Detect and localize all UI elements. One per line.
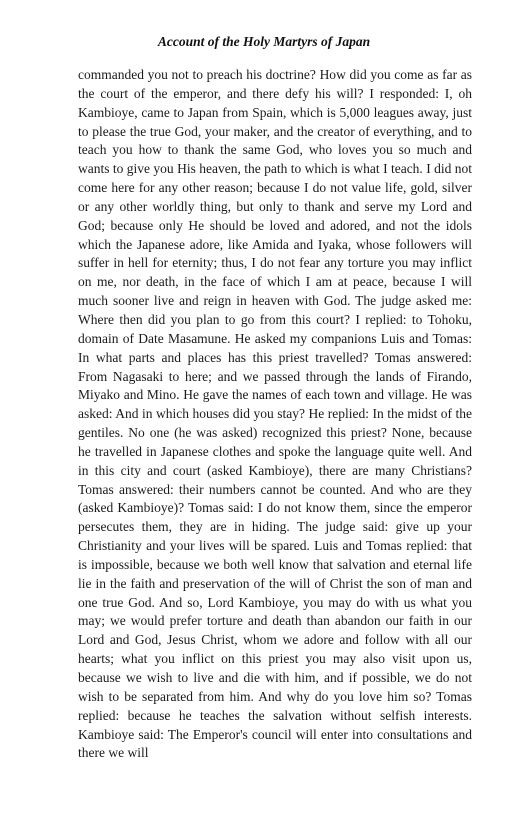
body-paragraph: commanded you not to preach his doctrine? How did you come as far as the court of the emperor, and there defy his will? I responded: I, oh Kambioye, came to Japan from Spain, which is 5,000 leagues away, just to please the true God, your maker, and the creator of everything, and to teach you how to thank the same God, who loves you so much and wants to give you His heaven, the path to which is what I teach. I did not come here for any other reason; because I do not value life, gold, silver or any other worldly thing, but only to thank and serve my Lord and God; because only He should be loved and adored, and not the idols which the Japanese adore, like Amida and Iyaka, whose followers will suffer in hell for eternity; thus, I do not fear any torture you may inflict on me, nor death, in the face of which I am at peace, because I will much sooner live and reign in heaven with God. The judge asked me: Where then did you plan to go from this court? I replied: to Tohoku, domain of Date Masamune. He asked my companions Luis and Tomas: In what parts and places has this priest travelled? Tomas answered: From Nagasaki to here; and we passed through the lands of Firando, Miyako and Mino. He gave the names of each town and village. He was asked: And in which houses did you stay? He replied: In the midst of the gentiles. No one (he was asked) recognized this priest? None, because he travelled in Japanese clothes and spoke the language quite well. And in this city and court (asked Kambioye), there are many Christians? Tomas answered: their numbers cannot be counted. And who are they (asked Kambioye)? Tomas said: I do not know them, since the emperor persecutes them, they are in hiding. The judge said: give up your Christianity and your lives will be spared. Luis and Tomas replied: that is impossible, because we both well know that salvation and eternal life lie in the faith and preservation of the will of Christ the son of man and one true God. And so, Lord Kambioye, you may do with us what you may; we would prefer torture and death than abandon our faith in our Lord and God, Jesus Christ, whom we adore and follow with all our hearts; what you inflict on this priest you may also visit upon us, because we wish to live and die with him, and if possible, we do not wish to be separated from him. And why do you love him so? Tomas replied: because he teaches the salvation without selfish interests. Kambioye said: The Emperor's council will enter into consultations and there we will	[78, 67, 472, 761]
running-head: Account of the Holy Martyrs of Japan	[157, 34, 371, 49]
